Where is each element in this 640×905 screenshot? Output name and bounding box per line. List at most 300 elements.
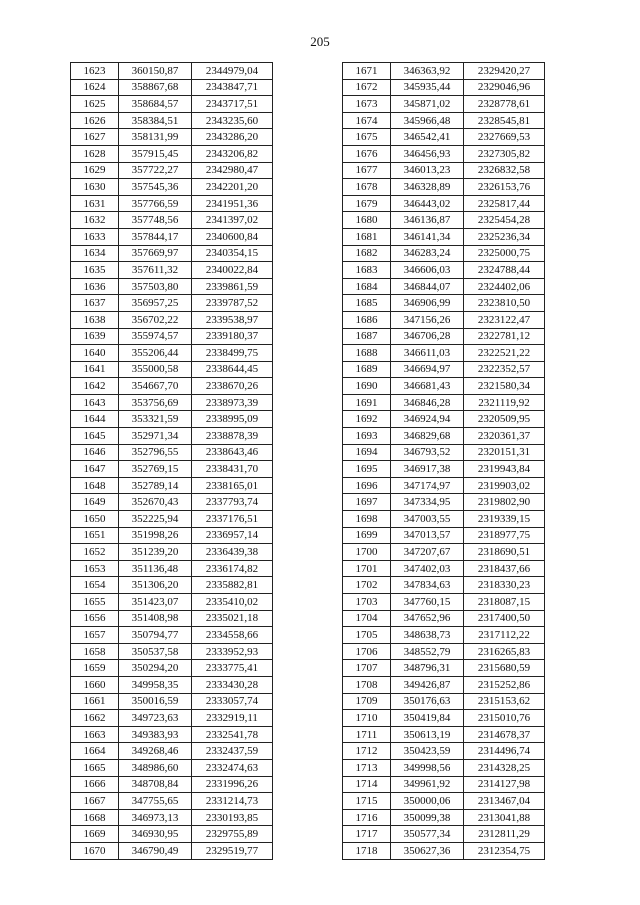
x-coordinate-cell: 351239,20 — [119, 544, 192, 561]
x-coordinate-cell: 350016,59 — [119, 693, 192, 710]
x-coordinate-cell: 357611,32 — [119, 262, 192, 279]
point-number-cell: 1668 — [71, 809, 119, 826]
table-row — [343, 560, 545, 577]
table-row — [343, 809, 545, 826]
x-coordinate-cell: 346793,52 — [391, 444, 464, 461]
table-row — [343, 759, 545, 776]
table-row — [343, 378, 545, 395]
x-coordinate-cell: 350537,58 — [119, 643, 192, 660]
y-coordinate-cell: 2329420,27 — [464, 63, 545, 80]
table-row — [343, 594, 545, 611]
table-row — [343, 660, 545, 677]
table-row — [343, 145, 545, 162]
point-number-cell: 1674 — [343, 112, 391, 129]
x-coordinate-cell: 346706,28 — [391, 328, 464, 345]
x-coordinate-cell: 351998,26 — [119, 527, 192, 544]
y-coordinate-cell: 2322781,12 — [464, 328, 545, 345]
table-row — [71, 361, 273, 378]
table-row — [71, 394, 273, 411]
table-row — [71, 162, 273, 179]
x-coordinate-cell: 350176,63 — [391, 693, 464, 710]
table-row — [71, 195, 273, 212]
x-coordinate-cell: 358684,57 — [119, 96, 192, 113]
table-row — [71, 378, 273, 395]
point-number-cell: 1700 — [343, 544, 391, 561]
x-coordinate-cell: 347755,65 — [119, 793, 192, 810]
x-coordinate-cell: 347334,95 — [391, 494, 464, 511]
x-coordinate-cell: 346363,92 — [391, 63, 464, 80]
x-coordinate-cell: 350627,36 — [391, 842, 464, 859]
y-coordinate-cell: 2340600,84 — [192, 228, 273, 245]
x-coordinate-cell: 350794,77 — [119, 627, 192, 644]
point-number-cell: 1630 — [71, 179, 119, 196]
point-number-cell: 1694 — [343, 444, 391, 461]
x-coordinate-cell: 352225,94 — [119, 511, 192, 528]
x-coordinate-cell: 347013,57 — [391, 527, 464, 544]
y-coordinate-cell: 2328778,61 — [464, 96, 545, 113]
point-number-cell: 1658 — [71, 643, 119, 660]
x-coordinate-cell: 357844,17 — [119, 228, 192, 245]
x-coordinate-cell: 348796,31 — [391, 660, 464, 677]
table-row — [71, 660, 273, 677]
x-coordinate-cell: 349961,92 — [391, 776, 464, 793]
table-row — [343, 212, 545, 229]
y-coordinate-cell: 2341951,36 — [192, 195, 273, 212]
table-row — [71, 527, 273, 544]
table-row — [71, 544, 273, 561]
y-coordinate-cell: 2318437,66 — [464, 560, 545, 577]
y-coordinate-cell: 2313467,04 — [464, 793, 545, 810]
x-coordinate-cell: 347402,03 — [391, 560, 464, 577]
y-coordinate-cell: 2343206,82 — [192, 145, 273, 162]
x-coordinate-cell: 347174,97 — [391, 477, 464, 494]
y-coordinate-cell: 2332541,78 — [192, 726, 273, 743]
point-number-cell: 1677 — [343, 162, 391, 179]
x-coordinate-cell: 360150,87 — [119, 63, 192, 80]
x-coordinate-cell: 346456,93 — [391, 145, 464, 162]
table-row — [343, 262, 545, 279]
table-row — [71, 96, 273, 113]
x-coordinate-cell: 345871,02 — [391, 96, 464, 113]
x-coordinate-cell: 356957,25 — [119, 295, 192, 312]
x-coordinate-cell: 351306,20 — [119, 577, 192, 594]
y-coordinate-cell: 2329519,77 — [192, 842, 273, 859]
x-coordinate-cell: 350000,06 — [391, 793, 464, 810]
point-number-cell: 1714 — [343, 776, 391, 793]
x-coordinate-cell: 347156,26 — [391, 311, 464, 328]
y-coordinate-cell: 2338644,45 — [192, 361, 273, 378]
table-row — [343, 195, 545, 212]
point-number-cell: 1652 — [71, 544, 119, 561]
x-coordinate-cell: 358131,99 — [119, 129, 192, 146]
y-coordinate-cell: 2333775,41 — [192, 660, 273, 677]
y-coordinate-cell: 2315153,62 — [464, 693, 545, 710]
y-coordinate-cell: 2329046,96 — [464, 79, 545, 96]
y-coordinate-cell: 2321119,92 — [464, 394, 545, 411]
x-coordinate-cell: 347834,63 — [391, 577, 464, 594]
table-row — [343, 411, 545, 428]
y-coordinate-cell: 2327669,53 — [464, 129, 545, 146]
table-row — [343, 245, 545, 262]
point-number-cell: 1671 — [343, 63, 391, 80]
table-row — [343, 444, 545, 461]
y-coordinate-cell: 2319903,02 — [464, 477, 545, 494]
y-coordinate-cell: 2343235,60 — [192, 112, 273, 129]
x-coordinate-cell: 346681,43 — [391, 378, 464, 395]
point-number-cell: 1703 — [343, 594, 391, 611]
point-number-cell: 1678 — [343, 179, 391, 196]
point-number-cell: 1654 — [71, 577, 119, 594]
point-number-cell: 1675 — [343, 129, 391, 146]
x-coordinate-cell: 350423,59 — [391, 743, 464, 760]
y-coordinate-cell: 2337793,74 — [192, 494, 273, 511]
x-coordinate-cell: 347003,55 — [391, 511, 464, 528]
point-number-cell: 1653 — [71, 560, 119, 577]
x-coordinate-cell: 353321,59 — [119, 411, 192, 428]
y-coordinate-cell: 2319339,15 — [464, 511, 545, 528]
x-coordinate-cell: 349958,35 — [119, 676, 192, 693]
table-row — [71, 627, 273, 644]
x-coordinate-cell: 346973,13 — [119, 809, 192, 826]
x-coordinate-cell: 357915,45 — [119, 145, 192, 162]
point-number-cell: 1656 — [71, 610, 119, 627]
y-coordinate-cell: 2333952,93 — [192, 643, 273, 660]
y-coordinate-cell: 2324402,06 — [464, 278, 545, 295]
point-number-cell: 1644 — [71, 411, 119, 428]
point-number-cell: 1716 — [343, 809, 391, 826]
y-coordinate-cell: 2338431,70 — [192, 461, 273, 478]
x-coordinate-cell: 346844,07 — [391, 278, 464, 295]
table-row — [343, 527, 545, 544]
x-coordinate-cell: 349723,63 — [119, 710, 192, 727]
y-coordinate-cell: 2326153,76 — [464, 179, 545, 196]
table-row — [71, 494, 273, 511]
y-coordinate-cell: 2336439,38 — [192, 544, 273, 561]
y-coordinate-cell: 2332919,11 — [192, 710, 273, 727]
table-row — [343, 162, 545, 179]
table-row — [343, 63, 545, 80]
table-row — [343, 361, 545, 378]
point-number-cell: 1624 — [71, 79, 119, 96]
table-row — [71, 809, 273, 826]
point-number-cell: 1685 — [343, 295, 391, 312]
y-coordinate-cell: 2323810,50 — [464, 295, 545, 312]
table-row — [71, 743, 273, 760]
point-number-cell: 1631 — [71, 195, 119, 212]
y-coordinate-cell: 2322352,57 — [464, 361, 545, 378]
point-number-cell: 1646 — [71, 444, 119, 461]
y-coordinate-cell: 2343847,71 — [192, 79, 273, 96]
x-coordinate-cell: 350577,34 — [391, 826, 464, 843]
y-coordinate-cell: 2335410,02 — [192, 594, 273, 611]
table-row — [71, 710, 273, 727]
table-row — [343, 826, 545, 843]
x-coordinate-cell: 346924,94 — [391, 411, 464, 428]
x-coordinate-cell: 351136,48 — [119, 560, 192, 577]
y-coordinate-cell: 2336957,14 — [192, 527, 273, 544]
x-coordinate-cell: 350099,38 — [391, 809, 464, 826]
x-coordinate-cell: 346829,68 — [391, 428, 464, 445]
x-coordinate-cell: 357669,97 — [119, 245, 192, 262]
point-number-cell: 1666 — [71, 776, 119, 793]
x-coordinate-cell: 352670,43 — [119, 494, 192, 511]
y-coordinate-cell: 2314678,37 — [464, 726, 545, 743]
table-row — [71, 63, 273, 80]
x-coordinate-cell: 357766,59 — [119, 195, 192, 212]
y-coordinate-cell: 2342201,20 — [192, 179, 273, 196]
table-row — [71, 179, 273, 196]
table-row — [71, 793, 273, 810]
table-row — [71, 328, 273, 345]
point-number-cell: 1632 — [71, 212, 119, 229]
x-coordinate-cell: 346141,34 — [391, 228, 464, 245]
table-row — [343, 693, 545, 710]
table-row — [343, 477, 545, 494]
table-row — [71, 776, 273, 793]
x-coordinate-cell: 355974,57 — [119, 328, 192, 345]
point-number-cell: 1697 — [343, 494, 391, 511]
y-coordinate-cell: 2338670,26 — [192, 378, 273, 395]
y-coordinate-cell: 2330193,85 — [192, 809, 273, 826]
y-coordinate-cell: 2322521,22 — [464, 345, 545, 362]
x-coordinate-cell: 349268,46 — [119, 743, 192, 760]
y-coordinate-cell: 2325454,28 — [464, 212, 545, 229]
table-row — [71, 511, 273, 528]
x-coordinate-cell: 351408,98 — [119, 610, 192, 627]
point-number-cell: 1673 — [343, 96, 391, 113]
y-coordinate-cell: 2312354,75 — [464, 842, 545, 859]
y-coordinate-cell: 2331996,26 — [192, 776, 273, 793]
point-number-cell: 1633 — [71, 228, 119, 245]
y-coordinate-cell: 2333057,74 — [192, 693, 273, 710]
point-number-cell: 1664 — [71, 743, 119, 760]
table-row — [71, 345, 273, 362]
y-coordinate-cell: 2335882,81 — [192, 577, 273, 594]
x-coordinate-cell: 352796,55 — [119, 444, 192, 461]
x-coordinate-cell: 345966,48 — [391, 112, 464, 129]
point-number-cell: 1645 — [71, 428, 119, 445]
y-coordinate-cell: 2314127,98 — [464, 776, 545, 793]
x-coordinate-cell: 357722,27 — [119, 162, 192, 179]
table-row — [343, 610, 545, 627]
point-number-cell: 1711 — [343, 726, 391, 743]
table-row — [343, 96, 545, 113]
table-row — [343, 793, 545, 810]
table-row — [343, 544, 545, 561]
point-number-cell: 1625 — [71, 96, 119, 113]
table-row — [71, 676, 273, 693]
table-row — [343, 79, 545, 96]
point-number-cell: 1692 — [343, 411, 391, 428]
table-row — [343, 112, 545, 129]
x-coordinate-cell: 349383,93 — [119, 726, 192, 743]
x-coordinate-cell: 352971,34 — [119, 428, 192, 445]
x-coordinate-cell: 346283,24 — [391, 245, 464, 262]
y-coordinate-cell: 2331214,73 — [192, 793, 273, 810]
point-number-cell: 1669 — [71, 826, 119, 843]
point-number-cell: 1718 — [343, 842, 391, 859]
point-number-cell: 1687 — [343, 328, 391, 345]
point-number-cell: 1684 — [343, 278, 391, 295]
y-coordinate-cell: 2318330,23 — [464, 577, 545, 594]
y-coordinate-cell: 2340022,84 — [192, 262, 273, 279]
y-coordinate-cell: 2321580,34 — [464, 378, 545, 395]
point-number-cell: 1693 — [343, 428, 391, 445]
y-coordinate-cell: 2317400,50 — [464, 610, 545, 627]
y-coordinate-cell: 2332437,59 — [192, 743, 273, 760]
table-row — [71, 842, 273, 859]
table-row — [71, 245, 273, 262]
table-row — [71, 262, 273, 279]
y-coordinate-cell: 2315010,76 — [464, 710, 545, 727]
coordinates-table-right — [342, 62, 545, 860]
table-row — [71, 577, 273, 594]
x-coordinate-cell: 347207,67 — [391, 544, 464, 561]
point-number-cell: 1626 — [71, 112, 119, 129]
table-row — [343, 726, 545, 743]
point-number-cell: 1629 — [71, 162, 119, 179]
x-coordinate-cell: 346542,41 — [391, 129, 464, 146]
y-coordinate-cell: 2342980,47 — [192, 162, 273, 179]
table-row — [71, 129, 273, 146]
point-number-cell: 1695 — [343, 461, 391, 478]
y-coordinate-cell: 2335021,18 — [192, 610, 273, 627]
table-row — [71, 212, 273, 229]
y-coordinate-cell: 2314328,25 — [464, 759, 545, 776]
x-coordinate-cell: 346606,03 — [391, 262, 464, 279]
y-coordinate-cell: 2315252,86 — [464, 676, 545, 693]
y-coordinate-cell: 2328545,81 — [464, 112, 545, 129]
point-number-cell: 1636 — [71, 278, 119, 295]
table-row — [343, 295, 545, 312]
point-number-cell: 1627 — [71, 129, 119, 146]
point-number-cell: 1713 — [343, 759, 391, 776]
y-coordinate-cell: 2325817,44 — [464, 195, 545, 212]
y-coordinate-cell: 2318977,75 — [464, 527, 545, 544]
x-coordinate-cell: 354667,70 — [119, 378, 192, 395]
x-coordinate-cell: 351423,07 — [119, 594, 192, 611]
y-coordinate-cell: 2332474,63 — [192, 759, 273, 776]
x-coordinate-cell: 352769,15 — [119, 461, 192, 478]
table-row — [343, 311, 545, 328]
y-coordinate-cell: 2336174,82 — [192, 560, 273, 577]
y-coordinate-cell: 2325000,75 — [464, 245, 545, 262]
y-coordinate-cell: 2341397,02 — [192, 212, 273, 229]
point-number-cell: 1665 — [71, 759, 119, 776]
table-row — [71, 693, 273, 710]
point-number-cell: 1688 — [343, 345, 391, 362]
point-number-cell: 1690 — [343, 378, 391, 395]
point-number-cell: 1623 — [71, 63, 119, 80]
table-row — [343, 710, 545, 727]
point-number-cell: 1660 — [71, 676, 119, 693]
table-row — [71, 461, 273, 478]
point-number-cell: 1712 — [343, 743, 391, 760]
point-number-cell: 1691 — [343, 394, 391, 411]
table-row — [71, 411, 273, 428]
y-coordinate-cell: 2319943,84 — [464, 461, 545, 478]
y-coordinate-cell: 2314496,74 — [464, 743, 545, 760]
point-number-cell: 1710 — [343, 710, 391, 727]
point-number-cell: 1689 — [343, 361, 391, 378]
table-row — [343, 494, 545, 511]
y-coordinate-cell: 2318087,15 — [464, 594, 545, 611]
y-coordinate-cell: 2324788,44 — [464, 262, 545, 279]
coordinates-table-left — [70, 62, 273, 860]
y-coordinate-cell: 2323122,47 — [464, 311, 545, 328]
point-number-cell: 1655 — [71, 594, 119, 611]
point-number-cell: 1676 — [343, 145, 391, 162]
x-coordinate-cell: 357545,36 — [119, 179, 192, 196]
y-coordinate-cell: 2315680,59 — [464, 660, 545, 677]
point-number-cell: 1647 — [71, 461, 119, 478]
point-number-cell: 1639 — [71, 328, 119, 345]
point-number-cell: 1662 — [71, 710, 119, 727]
table-row — [343, 345, 545, 362]
x-coordinate-cell: 346694,97 — [391, 361, 464, 378]
point-number-cell: 1643 — [71, 394, 119, 411]
table-row — [71, 726, 273, 743]
y-coordinate-cell: 2316265,83 — [464, 643, 545, 660]
y-coordinate-cell: 2338973,39 — [192, 394, 273, 411]
point-number-cell: 1706 — [343, 643, 391, 660]
table-row — [343, 179, 545, 196]
y-coordinate-cell: 2319802,90 — [464, 494, 545, 511]
x-coordinate-cell: 345935,44 — [391, 79, 464, 96]
point-number-cell: 1707 — [343, 660, 391, 677]
point-number-cell: 1704 — [343, 610, 391, 627]
y-coordinate-cell: 2318690,51 — [464, 544, 545, 561]
point-number-cell: 1670 — [71, 842, 119, 859]
table-row — [343, 428, 545, 445]
point-number-cell: 1659 — [71, 660, 119, 677]
point-number-cell: 1699 — [343, 527, 391, 544]
x-coordinate-cell: 350613,19 — [391, 726, 464, 743]
point-number-cell: 1635 — [71, 262, 119, 279]
x-coordinate-cell: 353756,69 — [119, 394, 192, 411]
point-number-cell: 1701 — [343, 560, 391, 577]
y-coordinate-cell: 2344979,04 — [192, 63, 273, 80]
x-coordinate-cell: 348638,73 — [391, 627, 464, 644]
y-coordinate-cell: 2338878,39 — [192, 428, 273, 445]
table-row — [343, 743, 545, 760]
point-number-cell: 1637 — [71, 295, 119, 312]
table-row — [343, 577, 545, 594]
y-coordinate-cell: 2338499,75 — [192, 345, 273, 362]
table-row — [343, 776, 545, 793]
y-coordinate-cell: 2340354,15 — [192, 245, 273, 262]
point-number-cell: 1683 — [343, 262, 391, 279]
page-number: 205 — [310, 34, 330, 49]
y-coordinate-cell: 2338995,09 — [192, 411, 273, 428]
table-row — [71, 477, 273, 494]
y-coordinate-cell: 2312811,29 — [464, 826, 545, 843]
point-number-cell: 1638 — [71, 311, 119, 328]
x-coordinate-cell: 346328,89 — [391, 179, 464, 196]
point-number-cell: 1680 — [343, 212, 391, 229]
x-coordinate-cell: 352789,14 — [119, 477, 192, 494]
point-number-cell: 1649 — [71, 494, 119, 511]
point-number-cell: 1672 — [343, 79, 391, 96]
table-row — [71, 643, 273, 660]
point-number-cell: 1657 — [71, 627, 119, 644]
x-coordinate-cell: 348986,60 — [119, 759, 192, 776]
point-number-cell: 1709 — [343, 693, 391, 710]
y-coordinate-cell: 2338165,01 — [192, 477, 273, 494]
x-coordinate-cell: 346136,87 — [391, 212, 464, 229]
table-row — [343, 511, 545, 528]
point-number-cell: 1696 — [343, 477, 391, 494]
